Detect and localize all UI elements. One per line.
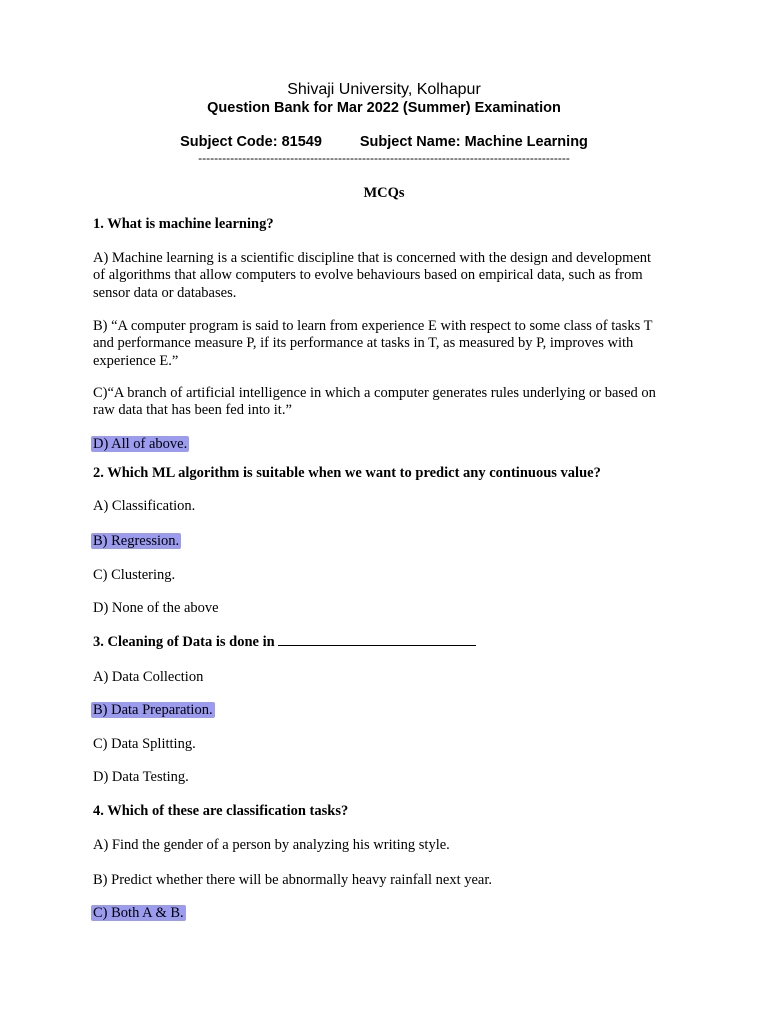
question-4-option-b: B) Predict whether there will be abnormally heavy rainfall next year. bbox=[93, 872, 493, 888]
highlighted-answer: C) Both A & B. bbox=[93, 905, 184, 921]
subject-line bbox=[0, 134, 768, 150]
question-2-option-c: C) Clustering. bbox=[93, 567, 176, 583]
subject-name: Subject Name: Machine Learning bbox=[359, 134, 588, 150]
question-2-option-a: A) Classification. bbox=[93, 498, 196, 514]
question-4-option-a: A) Find the gender of a person by analyzing his writing style. bbox=[93, 837, 450, 853]
header-divider: --------------------------------------------------------------------------------------------- bbox=[198, 151, 570, 165]
question-1-option-c: C)“A branch of artificial intelligence in which a computer generates rules underlying or based on raw data that has been fed into it.” bbox=[93, 385, 656, 419]
question-bank-title: Question Bank for Mar 2022 (Summer) Examination bbox=[207, 100, 561, 116]
question-2-option-d: D) None of the above bbox=[93, 600, 219, 616]
question-3-text: 3. Cleaning of Data is done in bbox=[93, 634, 275, 650]
highlighted-answer: B) Regression. bbox=[93, 533, 180, 549]
question-3-option-c: C) Data Splitting. bbox=[93, 736, 196, 752]
university-title: Shivaji University, Kolhapur bbox=[287, 81, 481, 98]
question-1-option-d bbox=[93, 436, 189, 453]
section-title: MCQs bbox=[363, 185, 405, 201]
question-2-option-b bbox=[93, 533, 181, 550]
question-3-option-a: A) Data Collection bbox=[93, 669, 204, 685]
highlighted-answer: B) Data Preparation. bbox=[93, 702, 213, 718]
question-4-option-c bbox=[93, 905, 186, 922]
question-4: 4. Which of these are classification tasks? bbox=[93, 803, 349, 819]
highlighted-answer: D) All of above. bbox=[93, 436, 188, 452]
question-1: 1. What is machine learning? bbox=[93, 216, 274, 232]
question-3-option-d: D) Data Testing. bbox=[93, 769, 189, 785]
question-1-option-a: A) Machine learning is a scientific discipline that is concerned with the design and development of algorithms that allow computers to evolve behaviours based on empirical data, such as from sensor data or databases. bbox=[93, 250, 652, 301]
question-1-option-b: B) “A computer program is said to learn from experience E with respect to some class of tasks T and performance measure P, if its performance at tasks in T, as measured by P, improves with experience E.” bbox=[93, 318, 653, 369]
question-3-option-b bbox=[93, 702, 215, 719]
question-3 bbox=[93, 634, 476, 651]
question-2: 2. Which ML algorithm is suitable when we want to predict any continuous value? bbox=[93, 465, 601, 481]
fill-in-blank bbox=[278, 634, 476, 646]
subject-code: Subject Code: 81549 bbox=[180, 134, 322, 150]
